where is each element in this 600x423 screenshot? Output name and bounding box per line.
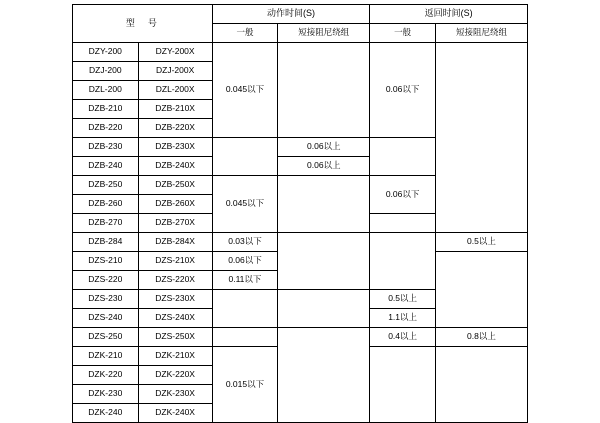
model-a: DZB-260	[73, 195, 139, 214]
action-damping-empty	[278, 43, 370, 138]
return-general-empty	[370, 347, 436, 423]
action-general-value: 0.03以下	[212, 233, 278, 252]
action-damping-empty	[278, 290, 370, 328]
action-general-value: 0.015以下	[212, 347, 278, 423]
return-general-value: 0.4以上	[370, 328, 436, 347]
table-row	[73, 233, 528, 252]
model-a: DZK-210	[73, 347, 139, 366]
header-return-time: 返回时间(S)	[370, 5, 528, 24]
return-general-value: 0.5以上	[370, 290, 436, 309]
table-row	[73, 43, 528, 62]
return-damping-empty	[435, 347, 527, 423]
model-b: DZK-230X	[138, 385, 212, 404]
model-b: DZB-210X	[138, 100, 212, 119]
model-b: DZB-240X	[138, 157, 212, 176]
model-a: DZL-200	[73, 81, 139, 100]
model-b: DZB-230X	[138, 138, 212, 157]
return-damping-empty	[435, 43, 527, 233]
model-b: DZK-210X	[138, 347, 212, 366]
action-general-value: 0.045以下	[212, 43, 278, 138]
action-general-value: 0.11以下	[212, 271, 278, 290]
header-model: 型 号	[73, 5, 213, 43]
action-damping-empty	[278, 176, 370, 233]
model-a: DZB-240	[73, 157, 139, 176]
header-action-time: 动作时间(S)	[212, 5, 370, 24]
return-damping-value: 0.8以上	[435, 328, 527, 347]
return-general-value: 0.06以下	[370, 43, 436, 138]
model-a: DZS-250	[73, 328, 139, 347]
model-a: DZB-270	[73, 214, 139, 233]
action-general-empty	[212, 290, 278, 328]
return-damping-empty	[435, 252, 527, 328]
return-damping-value: 0.5以上	[435, 233, 527, 252]
model-b: DZS-230X	[138, 290, 212, 309]
return-general-empty	[370, 214, 436, 233]
model-a: DZB-220	[73, 119, 139, 138]
action-general-empty	[212, 138, 278, 176]
model-a: DZB-210	[73, 100, 139, 119]
model-b: DZB-260X	[138, 195, 212, 214]
header-return-damping: 短接阻尼绕组	[435, 24, 527, 43]
model-b: DZS-210X	[138, 252, 212, 271]
table-header-row-groups	[73, 5, 528, 24]
specification-table	[72, 4, 528, 423]
model-b: DZK-240X	[138, 404, 212, 423]
action-general-value: 0.045以下	[212, 176, 278, 233]
model-b: DZK-220X	[138, 366, 212, 385]
model-a: DZS-240	[73, 309, 139, 328]
model-b: DZS-250X	[138, 328, 212, 347]
model-b: DZS-220X	[138, 271, 212, 290]
header-return-general: 一般	[370, 24, 436, 43]
table-row	[73, 328, 528, 347]
return-general-value: 0.06以下	[370, 176, 436, 214]
return-general-value: 1.1以上	[370, 309, 436, 328]
action-damping-value: 0.06以上	[278, 157, 370, 176]
action-damping-empty	[278, 328, 370, 423]
model-a: DZJ-200	[73, 62, 139, 81]
action-damping-value: 0.06以上	[278, 138, 370, 157]
model-a: DZS-230	[73, 290, 139, 309]
model-a: DZY-200	[73, 43, 139, 62]
model-b: DZB-284X	[138, 233, 212, 252]
return-general-empty	[370, 138, 436, 176]
model-b: DZB-250X	[138, 176, 212, 195]
action-general-value: 0.06以下	[212, 252, 278, 271]
model-a: DZK-220	[73, 366, 139, 385]
model-a: DZB-284	[73, 233, 139, 252]
action-damping-empty	[278, 233, 370, 290]
action-general-empty	[212, 328, 278, 347]
model-b: DZS-240X	[138, 309, 212, 328]
header-action-general: 一般	[212, 24, 278, 43]
model-a: DZB-250	[73, 176, 139, 195]
model-a: DZS-210	[73, 252, 139, 271]
header-action-damping: 短接阻尼绕组	[278, 24, 370, 43]
model-a: DZB-230	[73, 138, 139, 157]
model-b: DZB-270X	[138, 214, 212, 233]
return-general-empty	[370, 233, 436, 290]
model-a: DZK-240	[73, 404, 139, 423]
model-b: DZJ-200X	[138, 62, 212, 81]
model-a: DZS-220	[73, 271, 139, 290]
model-a: DZK-230	[73, 385, 139, 404]
model-b: DZB-220X	[138, 119, 212, 138]
model-b: DZL-200X	[138, 81, 212, 100]
model-b: DZY-200X	[138, 43, 212, 62]
